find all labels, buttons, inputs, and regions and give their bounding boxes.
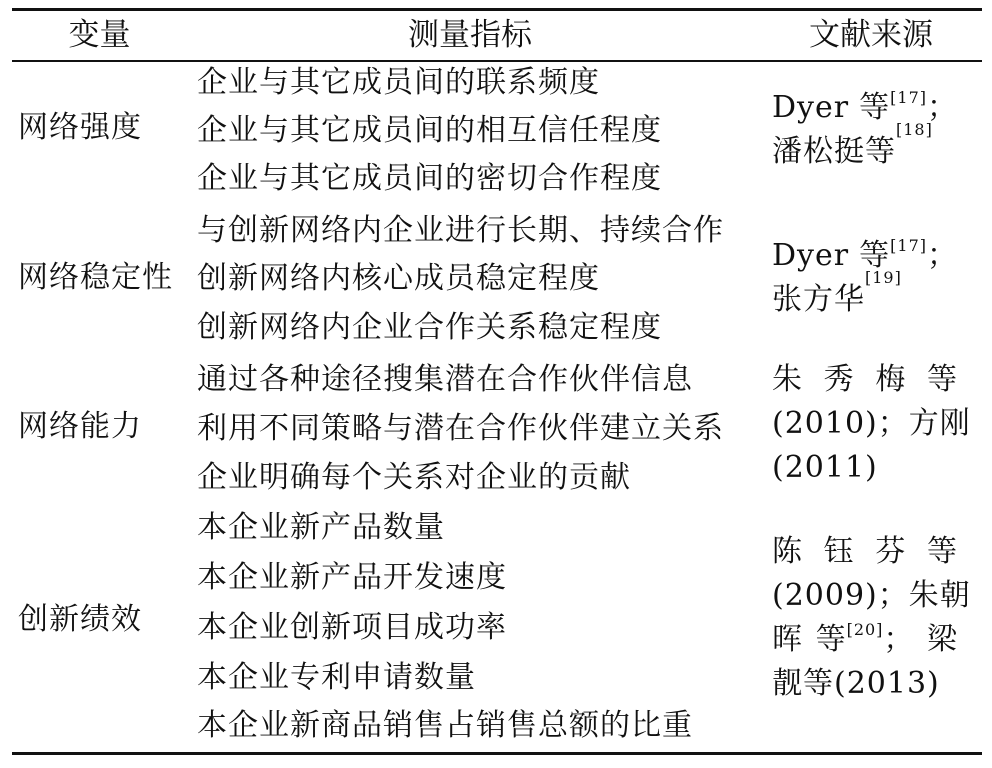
source-line: 靓等(2013) (772, 666, 940, 701)
source-author: 梅 (875, 362, 907, 397)
source-author: 等 (815, 622, 847, 657)
source-innovation-performance (772, 530, 971, 706)
source-author: 潘松挺等 (772, 134, 896, 169)
indicator-item: 利用不同策略与潜在合作伙伴建立关系 (197, 411, 724, 446)
source-author: Dyer (772, 90, 850, 125)
source-author: 朱 (772, 362, 803, 397)
source-author: 梁 (927, 622, 958, 657)
source-author: 等 (926, 362, 958, 397)
citation-ref: [17] (890, 236, 927, 255)
indicator-item: 企业与其它成员间的密切合作程度 (197, 161, 662, 196)
source-line: (2010)；方刚 (772, 406, 971, 441)
variable-innovation-performance: 创新绩效 (18, 602, 142, 637)
indicator-item: 与创新网络内企业进行长期、持续合作 (197, 213, 724, 248)
indicator-item: 企业明确每个关系对企业的贡献 (197, 460, 631, 495)
source-line: (2009)；朱朝 (772, 578, 971, 613)
source-punct: ； (927, 90, 958, 125)
source-network-capability (772, 358, 971, 490)
header-variable: 变量 (68, 17, 131, 53)
indicator-item: 本企业新商品销售占销售总额的比重 (197, 708, 693, 743)
indicator-item: 创新网络内核心成员稳定程度 (197, 261, 600, 296)
indicator-item: 通过各种途径搜集潜在合作伙伴信息 (197, 362, 693, 397)
variable-network-strength: 网络强度 (18, 110, 142, 145)
table-bottom-rule (12, 752, 982, 755)
source-author: 张方华 (772, 282, 865, 317)
table-top-rule (12, 8, 982, 11)
indicator-item: 企业与其它成员间的相互信任程度 (197, 113, 662, 148)
citation-ref: [18] (896, 120, 933, 139)
source-punct: ； (927, 238, 958, 273)
indicator-item: 本企业创新项目成功率 (197, 610, 507, 645)
table-header-rule (12, 60, 982, 62)
variable-network-stability: 网络稳定性 (18, 260, 173, 295)
source-network-strength (772, 86, 958, 174)
source-network-stability (772, 234, 958, 322)
source-author: 等 (859, 238, 891, 273)
indicator-item: 本企业专利申请数量 (197, 660, 476, 695)
citation-ref: [17] (890, 88, 927, 107)
citation-ref: [19] (865, 268, 902, 287)
source-author: 秀 (823, 362, 855, 397)
source-line: (2011) (772, 450, 878, 485)
indicator-item: 本企业新产品开发速度 (197, 560, 507, 595)
source-author: 芬 (875, 534, 907, 569)
source-author: 陈 (772, 534, 803, 569)
variable-network-capability: 网络能力 (18, 409, 142, 444)
source-punct: ； (883, 622, 915, 657)
header-indicator: 测量指标 (408, 17, 532, 53)
indicator-item: 创新网络内企业合作关系稳定程度 (197, 310, 662, 345)
citation-ref: [20] (846, 620, 884, 639)
indicator-item: 本企业新产品数量 (197, 510, 445, 545)
source-author: 等 (926, 534, 958, 569)
source-author: 钰 (823, 534, 855, 569)
source-author: Dyer (772, 238, 850, 273)
source-author: 等 (859, 90, 891, 125)
header-source: 文献来源 (809, 17, 933, 53)
indicator-item: 企业与其它成员间的联系频度 (197, 65, 600, 100)
source-author: 晖 (772, 622, 803, 657)
